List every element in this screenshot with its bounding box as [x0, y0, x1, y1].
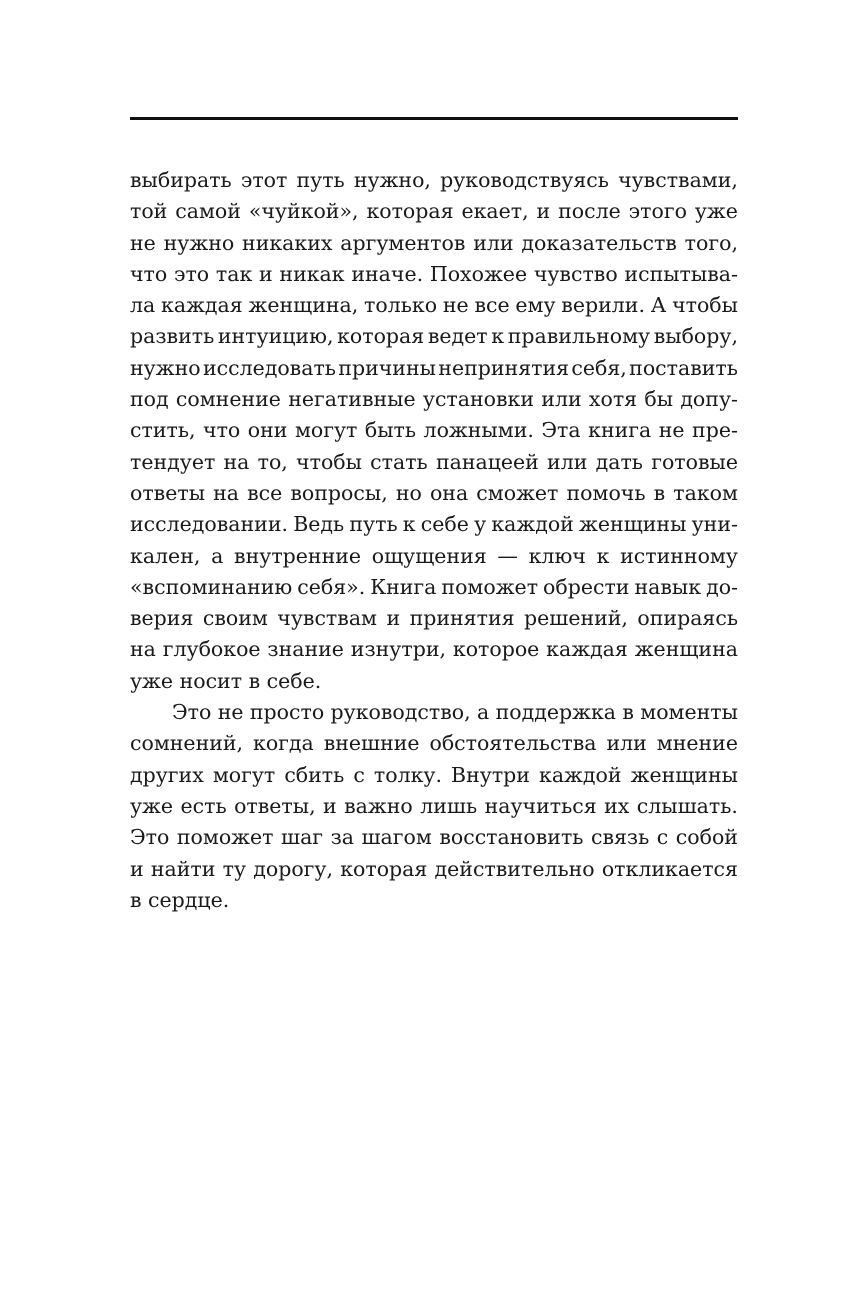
text-line: что это так и никак иначе. Похожее чувство испытыва-: [130, 261, 738, 286]
text-line: кален, а внутренние ощущения — ключ к истинному: [130, 543, 738, 568]
header-rule: [130, 117, 738, 120]
text-line: выбирать этот путь нужно, руководствуясь чувствами,: [130, 168, 738, 192]
text-line: сомнений, когда внешние обстоятельства или мнение: [130, 731, 738, 756]
text-line: других могут сбить с толку. Внутри каждой женщины: [130, 762, 738, 787]
text-line: верия своим чувствам и принятия решений, опираясь: [130, 606, 738, 631]
text-line: ла каждая женщина, только не все ему верили. А чтобы: [130, 293, 738, 318]
text-line: нужно исследовать причины непринятия себя, поставить: [130, 355, 738, 380]
text-line: на глубокое знание изнутри, которое каждая женщина: [130, 637, 738, 662]
text-line: исследовании. Ведь путь к себе у каждой женщины уни-: [130, 512, 738, 537]
text-line: в сердце.: [130, 887, 230, 912]
body-text: [130, 165, 738, 916]
text-line: уже носит в себе.: [130, 668, 322, 693]
text-line: ответы на все вопросы, но она сможет помочь в таком: [130, 480, 738, 505]
text-line: под сомнение негативные установки или хотя бы допу-: [130, 387, 738, 412]
text-line: стить, что они могут быть ложными. Эта книга не пре-: [130, 418, 738, 443]
text-line: уже есть ответы, и важно лишь научиться их слышать.: [130, 793, 738, 818]
text-line: Это не просто руководство, а поддержка в моменты: [172, 700, 738, 725]
text-line: и найти ту дорогу, которая действительно откликается: [130, 856, 738, 881]
text-line: развить интуицию, которая ведет к правильному выбору,: [130, 324, 738, 349]
text-line: не нужно никаких аргументов или доказательств того,: [130, 230, 738, 255]
text-line: Это поможет шаг за шагом восстановить связь с собой: [130, 825, 738, 850]
text-line: «вспоминанию себя». Книга поможет обрести навык до-: [130, 574, 738, 599]
text-line: тендует на то, чтобы стать панацеей или дать готовые: [130, 449, 738, 474]
text-line: той самой «чуйкой», которая екает, и после этого уже: [130, 199, 738, 224]
